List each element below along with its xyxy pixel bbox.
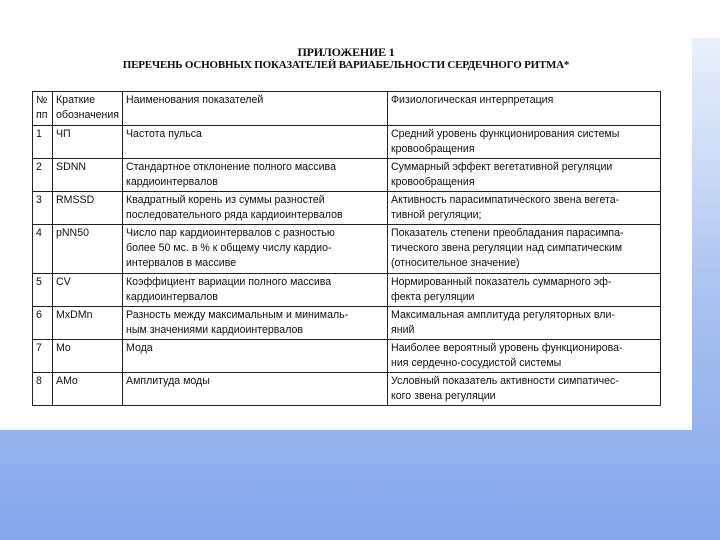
table-row	[33, 192, 661, 225]
cell-abbreviation: Mo	[53, 340, 123, 373]
cell-num: 4	[33, 225, 53, 274]
appendix-title: ПРИЛОЖЕНИЕ 1	[297, 45, 395, 59]
hrv-indicators-table	[32, 91, 661, 406]
header-abbreviation: Краткие обозначения	[53, 92, 123, 126]
cell-interpretation: Активность парасимпатического звена вегета- тивной регуляции;	[388, 192, 661, 225]
cell-abbreviation: RMSSD	[53, 192, 123, 225]
table-row	[33, 274, 661, 307]
cell-abbreviation: SDNN	[53, 159, 123, 192]
cell-indicator-name: Мода	[123, 340, 388, 373]
cell-interpretation: Максимальная амплитуда регуляторных вли- яний	[388, 307, 661, 340]
document-subtitle: ПЕРЕЧЕНЬ ОСНОВНЫХ ПОКАЗАТЕЛЕЙ ВАРИАБЕЛЬНОСТИ СЕРДЕЧНОГО РИТМА*	[122, 59, 570, 71]
cell-indicator-name: Разность между максимальным и минималь- ным значениями кардиоинтервалов	[123, 307, 388, 340]
header-interpretation: Физиологическая интерпретация	[388, 92, 661, 126]
cell-interpretation: Условный показатель активности симпатичес- кого звена регуляции	[388, 373, 661, 406]
cell-interpretation: Показатель степени преобладания парасимпа- тического звена регуляции над симпатическим (относительное значение)	[388, 225, 661, 274]
document-page	[0, 38, 692, 430]
header-indicator-name: Наименования показателей	[123, 92, 388, 126]
cell-num: 6	[33, 307, 53, 340]
table-row	[33, 340, 661, 373]
cell-indicator-name: Стандартное отклонение полного массива кардиоинтервалов	[123, 159, 388, 192]
cell-num: 8	[33, 373, 53, 406]
table-header-row	[33, 92, 661, 126]
table-row	[33, 307, 661, 340]
table-row	[33, 159, 661, 192]
table-row	[33, 225, 661, 274]
cell-num: 2	[33, 159, 53, 192]
cell-num: 7	[33, 340, 53, 373]
cell-interpretation: Наиболее вероятный уровень функционирова- ния сердечно-сосудистой системы	[388, 340, 661, 373]
header-num: № пп	[33, 92, 53, 126]
cell-abbreviation: MxDMn	[53, 307, 123, 340]
cell-num: 3	[33, 192, 53, 225]
cell-interpretation: Средний уровень функционирования системы кровообращения	[388, 126, 661, 159]
table-row	[33, 373, 661, 406]
cell-interpretation: Суммарный эффект вегетативной регуляции кровообращения	[388, 159, 661, 192]
table-row	[33, 126, 661, 159]
cell-num: 5	[33, 274, 53, 307]
cell-indicator-name: Частота пульса	[123, 126, 388, 159]
cell-indicator-name: Амплитуда моды	[123, 373, 388, 406]
cell-abbreviation: CV	[53, 274, 123, 307]
cell-abbreviation: pNN50	[53, 225, 123, 274]
cell-indicator-name: Коэффициент вариации полного массива кардиоинтервалов	[123, 274, 388, 307]
cell-indicator-name: Квадратный корень из суммы разностей последовательного ряда кардиоинтервалов	[123, 192, 388, 225]
cell-abbreviation: ЧП	[53, 126, 123, 159]
cell-indicator-name: Число пар кардиоинтервалов с разностью более 50 мс. в % к общему числу кардио- интервалов в массиве	[123, 225, 388, 274]
cell-abbreviation: AMo	[53, 373, 123, 406]
cell-num: 1	[33, 126, 53, 159]
cell-interpretation: Нормированный показатель суммарного эф- фекта регуляции	[388, 274, 661, 307]
